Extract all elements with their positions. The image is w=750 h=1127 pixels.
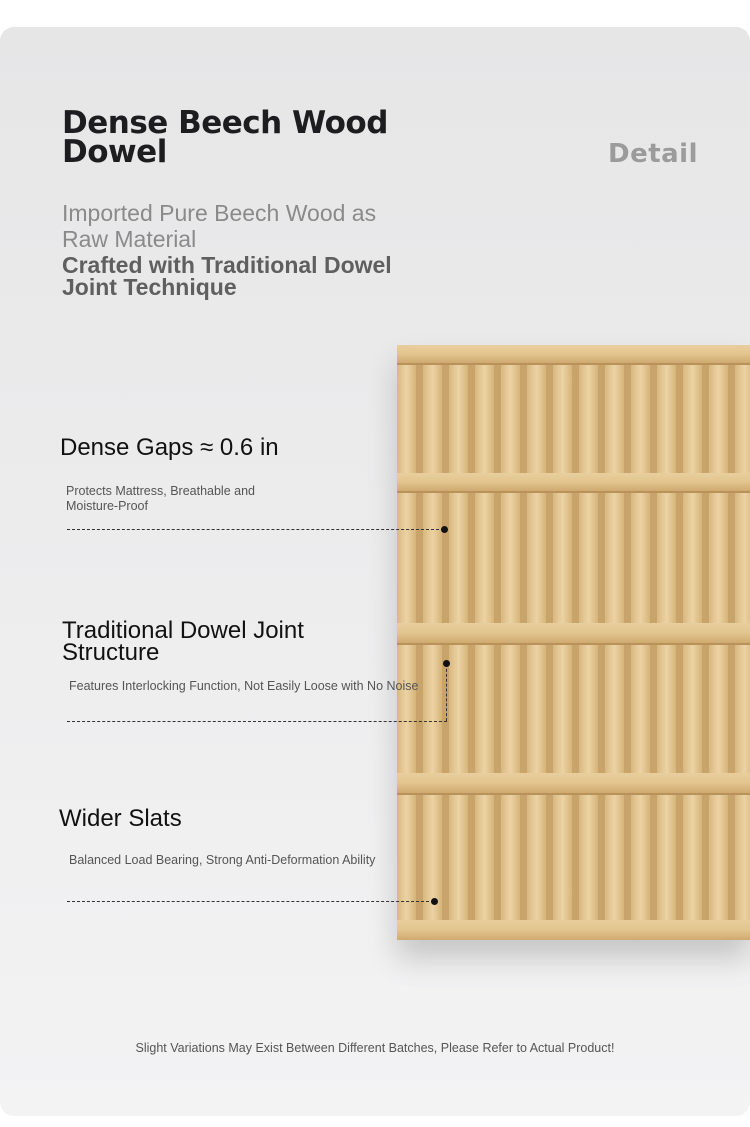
bed-slat-image [397,345,750,940]
callout-dot-slats [431,898,438,905]
detail-card [0,27,750,1116]
wood-rail [397,920,750,940]
page-title: Dense Beech Wood Dowel [62,105,388,170]
feature-title-slats: Wider Slats [59,805,182,832]
wood-rail [397,345,750,363]
wood-rail [397,473,750,491]
wood-rail [397,623,750,643]
feature-title-gaps: Dense Gaps ≈ 0.6 in [60,434,279,461]
feature-title-dowel: Traditional Dowel Joint Structure [62,617,304,666]
callout-line-gaps [67,529,444,530]
rail-shadow [397,643,750,645]
feature-desc-slats: Balanced Load Bearing, Strong Anti-Deformation Ability [69,853,376,867]
rail-shadow [397,491,750,493]
rail-shadow [397,363,750,365]
rail-shadow [397,793,750,795]
wood-rail [397,773,750,793]
feature-desc-gaps: Protects Mattress, Breathable and Moisture-Proof [66,484,255,513]
subtitle-material: Imported Pure Beech Wood as Raw Material [62,200,377,252]
feature-desc-dowel: Features Interlocking Function, Not Easily Loose with No Noise [69,679,419,693]
callout-dot-gaps [441,526,448,533]
subtitle-technique: Crafted with Traditional Dowel Joint Technique [62,252,392,300]
callout-vline-dowel [446,664,447,721]
disclaimer-note: Slight Variations May Exist Between Different Batches, Please Refer to Actual Product! [135,1041,615,1055]
callout-line-dowel [67,721,447,722]
detail-label: Detail [607,139,698,169]
callout-line-slats [67,901,434,902]
callout-dot-dowel [443,660,450,667]
